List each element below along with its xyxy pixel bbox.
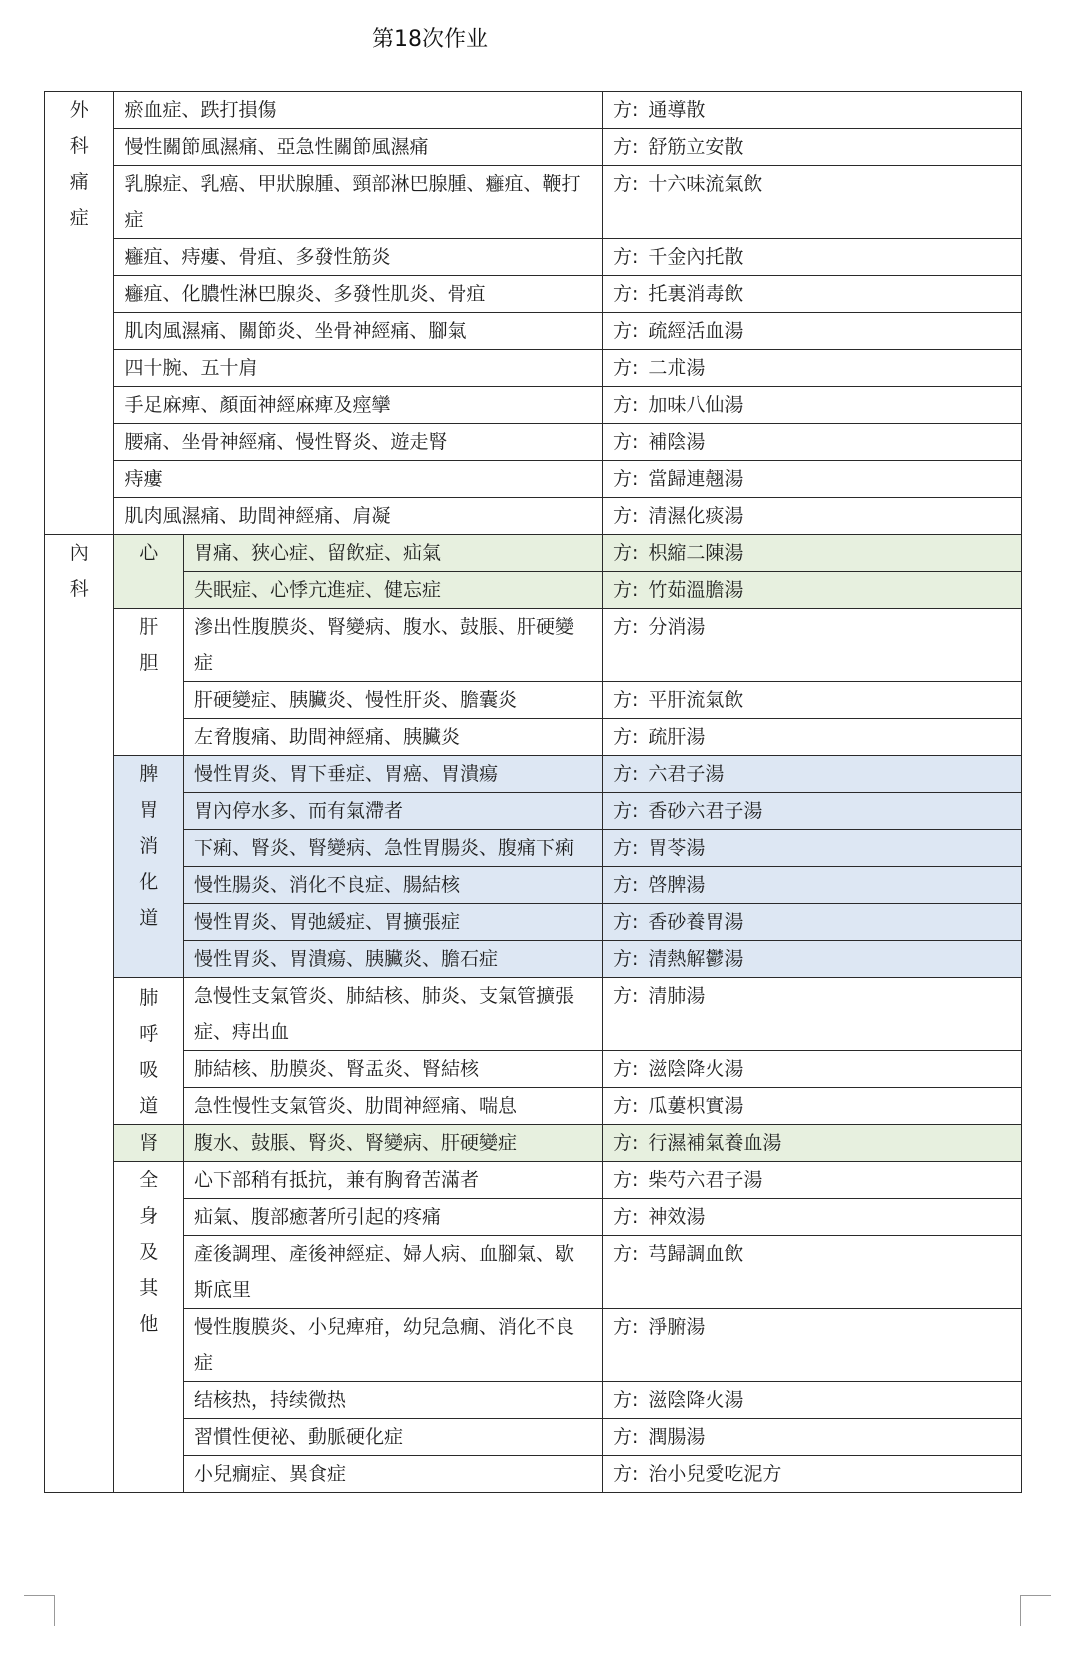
symptom-cell: 肺結核、肋膜炎、腎盂炎、腎結核 [183,1051,602,1088]
formula-cell [602,1125,1021,1162]
formula-cell [602,129,1021,166]
formula-cell [602,1051,1021,1088]
organ-group-cell [114,1125,183,1162]
symptom-cell: 癰疽、痔瘻、骨疽、多發性筋炎 [114,239,602,276]
symptom-cell: 腰痛、坐骨神經痛、慢性腎炎、遊走腎 [114,424,602,461]
table-row [45,276,1022,313]
formula-name: 香砂養胃湯 [648,911,744,933]
symptom-cell: 左脅腹痛、助間神經痛、胰臟炎 [183,719,602,756]
formula-name: 淨腑湯 [648,1316,706,1338]
symptom-cell: 慢性胃炎、胃下垂症、胃癌、胃潰瘍 [183,756,602,793]
table-row [45,830,1022,867]
symptom-cell: 滲出性腹膜炎、腎變病、腹水、鼓脹、肝硬變症 [183,609,602,682]
category-cell-internal [45,535,114,1493]
organ-group-label: 肾 [139,1132,159,1154]
formula-cell [602,424,1021,461]
formula-label: 方: [612,1426,639,1448]
formula-cell [602,461,1021,498]
formula-name: 分消湯 [648,616,706,638]
organ-group-label: 脾胃消化道 [139,763,159,929]
symptom-cell: 手足麻痺、顏面神經麻痺及痙攣 [114,387,602,424]
table-row [45,904,1022,941]
formula-cell [602,793,1021,830]
table-row [45,313,1022,350]
formula-name: 清濕化痰湯 [648,505,744,527]
table-row [45,682,1022,719]
organ-group-label: 心 [139,542,159,564]
table-row [45,129,1022,166]
organ-group-label: 全身及其他 [139,1169,159,1335]
formula-label: 方: [612,542,639,564]
symptom-cell: 疝氣、腹部癒著所引起的疼痛 [183,1199,602,1236]
symptom-cell: 產後調理、產後神經症、婦人病、血腳氣、歇斯底里 [183,1236,602,1309]
table-row [45,1088,1022,1125]
formula-label: 方: [612,468,639,490]
table-row [45,461,1022,498]
formula-cell [602,1419,1021,1456]
formula-name: 平肝流氣飲 [648,689,744,711]
formula-name: 疏經活血湯 [648,320,744,342]
table-row [45,1199,1022,1236]
table-row [45,535,1022,572]
formula-cell [602,535,1021,572]
page-corner-mark [1020,1595,1051,1626]
formula-cell [602,904,1021,941]
formula-name: 滋陰降火湯 [648,1058,744,1080]
organ-group-cell [114,1162,183,1493]
formula-label: 方: [612,837,639,859]
table-row [45,1309,1022,1382]
symptom-cell: 癰疽、化膿性淋巴腺炎、多發性肌炎、骨疽 [114,276,602,313]
category-cell-surgery [45,92,114,535]
formula-name: 神效湯 [648,1206,706,1228]
formula-cell [602,1236,1021,1309]
table-row [45,424,1022,461]
formula-label: 方: [612,394,639,416]
organ-group-label: 肝胆 [139,616,159,674]
symptom-cell: 胃痛、狹心症、留飲症、疝氣 [183,535,602,572]
prescription-table [44,91,1022,1493]
formula-name: 瓜蔞枳實湯 [648,1095,744,1117]
formula-label: 方: [612,99,639,121]
formula-cell [602,1199,1021,1236]
symptom-cell: 乳腺症、乳癌、甲狀腺腫、頸部淋巴腺腫、癰疽、鞭打症 [114,166,602,239]
table-row [45,166,1022,239]
formula-name: 柴芍六君子湯 [648,1169,763,1191]
formula-cell [602,1162,1021,1199]
formula-name: 枳縮二陳湯 [648,542,744,564]
formula-label: 方: [612,800,639,822]
formula-name: 胃苓湯 [648,837,706,859]
formula-name: 托裏消毒飲 [648,283,744,305]
formula-label: 方: [612,1132,639,1154]
formula-label: 方: [612,948,639,970]
formula-label: 方: [612,1463,639,1485]
symptom-cell: 慢性胃炎、胃弛緩症、胃擴張症 [183,904,602,941]
table-row [45,1382,1022,1419]
table-row [45,867,1022,904]
organ-group-cell [114,978,183,1125]
formula-cell [602,756,1021,793]
symptom-cell: 小兒癇症、異食症 [183,1456,602,1493]
symptom-cell: 肝硬變症、胰臟炎、慢性肝炎、膽囊炎 [183,682,602,719]
formula-name: 潤腸湯 [648,1426,706,1448]
formula-label: 方: [612,357,639,379]
formula-name: 通導散 [648,99,706,121]
formula-name: 六君子湯 [648,763,725,785]
table-row [45,572,1022,609]
table-row [45,1162,1022,1199]
formula-label: 方: [612,431,639,453]
table-row [45,239,1022,276]
formula-cell [602,387,1021,424]
symptom-cell: 慢性腹膜炎、小兒痺疳，幼兒急癇、消化不良症 [183,1309,602,1382]
formula-cell [602,941,1021,978]
table-row [45,978,1022,1051]
formula-label: 方: [612,1316,639,1338]
formula-label: 方: [612,1169,639,1191]
formula-label: 方: [612,505,639,527]
symptom-cell: 腹水、鼓脹、腎炎、腎變病、肝硬變症 [183,1125,602,1162]
table-row [45,1419,1022,1456]
table-row [45,793,1022,830]
formula-name: 舒筋立安散 [648,136,744,158]
organ-group-cell [114,609,183,756]
formula-label: 方: [612,320,639,342]
formula-cell [602,682,1021,719]
formula-name: 芎歸調血飲 [648,1243,744,1265]
page-title: 第18次作业 [372,27,488,52]
table-row [45,1456,1022,1493]
category-label: 內科 [69,542,89,600]
formula-cell [602,276,1021,313]
formula-name: 二朮湯 [648,357,706,379]
formula-name: 清肺湯 [648,985,706,1007]
formula-name: 十六味流氣飲 [648,173,763,195]
organ-group-cell [114,756,183,978]
formula-label: 方: [612,1389,639,1411]
formula-label: 方: [612,874,639,896]
category-label: 外科痛症 [69,99,89,229]
formula-cell [602,350,1021,387]
symptom-cell: 失眠症、心悸亢進症、健忘症 [183,572,602,609]
formula-cell [602,719,1021,756]
formula-cell [602,867,1021,904]
formula-cell [602,830,1021,867]
formula-label: 方: [612,1058,639,1080]
formula-name: 竹茹溫膽湯 [648,579,744,601]
symptom-cell: 習慣性便祕、動脈硬化症 [183,1419,602,1456]
symptom-cell: 痔瘻 [114,461,602,498]
symptom-cell: 急慢性支氣管炎、肺結核、肺炎、支氣管擴張症、痔出血 [183,978,602,1051]
formula-name: 香砂六君子湯 [648,800,763,822]
formula-label: 方: [612,763,639,785]
formula-name: 當歸連翹湯 [648,468,744,490]
symptom-cell: 急性慢性支氣管炎、肋間神經痛、喘息 [183,1088,602,1125]
formula-label: 方: [612,911,639,933]
symptom-cell: 慢性胃炎、胃潰瘍、胰臟炎、膽石症 [183,941,602,978]
table-row [45,498,1022,535]
page-corner-mark [24,1595,55,1626]
table-row [45,941,1022,978]
formula-cell [602,978,1021,1051]
symptom-cell: 结核热，持续微热 [183,1382,602,1419]
formula-cell [602,1382,1021,1419]
formula-label: 方: [612,726,639,748]
formula-cell [602,1309,1021,1382]
formula-label: 方: [612,1095,639,1117]
symptom-cell: 慢性腸炎、消化不良症、腸結核 [183,867,602,904]
symptom-cell: 四十腕、五十肩 [114,350,602,387]
symptom-cell: 肌肉風濕痛、助間神經痛、肩凝 [114,498,602,535]
symptom-cell: 肌肉風濕痛、關節炎、坐骨神經痛、腳氣 [114,313,602,350]
table-row [45,387,1022,424]
formula-name: 清熱解鬱湯 [648,948,744,970]
formula-label: 方: [612,616,639,638]
formula-cell [602,1456,1021,1493]
formula-name: 啓脾湯 [648,874,706,896]
table-row [45,1236,1022,1309]
formula-name: 千金內托散 [648,246,744,268]
formula-label: 方: [612,985,639,1007]
formula-label: 方: [612,246,639,268]
formula-name: 補陰湯 [648,431,706,453]
organ-group-label: 肺呼吸道 [139,987,159,1117]
symptom-cell: 下痢、腎炎、腎變病、急性胃腸炎、腹痛下痢 [183,830,602,867]
symptom-cell: 胃內停水多、而有氣滯者 [183,793,602,830]
symptom-cell: 心下部稍有抵抗，兼有胸脅苦滿者 [183,1162,602,1199]
formula-name: 行濕補氣養血湯 [648,1132,782,1154]
formula-label: 方: [612,1243,639,1265]
formula-cell [602,166,1021,239]
formula-cell [602,313,1021,350]
formula-name: 疏肝湯 [648,726,706,748]
formula-label: 方: [612,1206,639,1228]
formula-name: 滋陰降火湯 [648,1389,744,1411]
table-row [45,609,1022,682]
formula-cell [602,609,1021,682]
table-row [45,1125,1022,1162]
formula-cell [602,239,1021,276]
formula-cell [602,92,1021,129]
formula-cell [602,572,1021,609]
table-row [45,92,1022,129]
formula-cell [602,498,1021,535]
symptom-cell: 慢性關節風濕痛、亞急性關節風濕痛 [114,129,602,166]
formula-label: 方: [612,579,639,601]
formula-name: 治小兒愛吃泥方 [648,1463,782,1485]
formula-label: 方: [612,173,639,195]
formula-label: 方: [612,136,639,158]
organ-group-cell [114,535,183,609]
formula-cell [602,1088,1021,1125]
table-row [45,719,1022,756]
symptom-cell: 瘀血症、跌打損傷 [114,92,602,129]
table-row [45,350,1022,387]
formula-label: 方: [612,689,639,711]
table-row [45,1051,1022,1088]
formula-name: 加味八仙湯 [648,394,744,416]
table-row [45,756,1022,793]
formula-label: 方: [612,283,639,305]
